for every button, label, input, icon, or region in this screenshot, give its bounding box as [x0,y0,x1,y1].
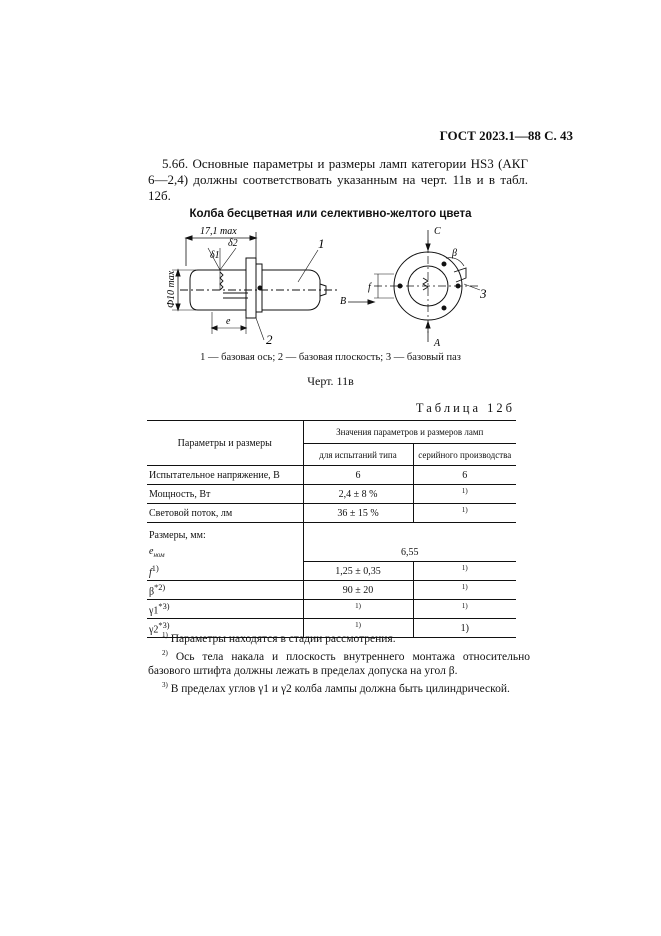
row-serial-value: 1) [413,504,516,523]
row-label: γ2$^{*3)}$ [147,619,303,638]
beta-label: β [452,248,457,259]
row-serial-value: 1) [413,485,516,504]
callout-1: 1 [318,236,325,251]
row-label: Испытательное напряжение, В [147,466,303,485]
row-serial-value: 1) [413,581,516,600]
row-type-value: 36 ± 15 % [303,504,413,523]
table-row [147,581,516,600]
table-title: Таблица 12б [415,401,515,415]
row-type-value: 1) [303,600,413,619]
footnotes [148,628,530,695]
table-row [147,523,516,544]
row-label: Мощность, Вт [147,485,303,504]
dim-17-label: 17,1 max [200,226,237,237]
row-type-value: 2,4 ± 8 % [303,485,413,504]
b-label: B [340,296,347,307]
figure-caption: 1 — базовая ось; 2 — базовая плоскость; 3 — базовый паз [200,352,461,363]
page-header: ГОСТ 2023.1—88 С. 43 [439,128,573,143]
table-row [147,600,516,619]
row-type-value: 1,25 ± 0,35 [303,562,413,581]
parameters-table [147,420,516,638]
figure-title: Колба бесцветная или селективно-желтого цвета [189,208,472,220]
dim-phi-label: Ф10 max [166,270,177,308]
table-row [147,562,516,581]
table-row [147,466,516,485]
e-label: e [226,316,231,327]
figure-number: Черт. 11в [307,374,354,388]
table-row [147,485,516,504]
callout-3: 3 [480,286,487,301]
lamp-drawing [168,222,498,350]
table-row [147,504,516,523]
row-serial-value: 6 [413,466,516,485]
c-label: C [434,226,441,237]
row-label: Световой поток, лм [147,504,303,523]
header-serial: серийного производства [413,444,516,466]
header-params: Параметры и размеры [147,421,303,466]
a-label: A [434,338,441,349]
row-type-value: 90 ± 20 [303,581,413,600]
row-type-value: 1) [303,619,413,638]
delta2-label: δ2 [228,238,238,249]
row-label: γ1$^{*3)}$ [147,600,303,619]
footnote: $^{1)}$ Параметры находятся в стадии рассмотрения. [162,631,396,645]
header-values: Значения параметров и размеров ламп [303,421,516,444]
lamp-side-view [172,232,338,340]
row-serial-value: 1) [413,619,516,638]
e-nom-label: $e_{ном}$ [147,543,303,562]
row-serial-value: 1) [413,562,516,581]
delta1-label: δ1 [210,250,220,261]
row-serial-value: 1) [413,600,516,619]
section-paragraph: 5.6б. Основные параметры и размеры ламп категории HS3 (АКГ 6—2,4) должны соответствовать указанным на черт. 11в и в табл. 12б. [148,156,528,203]
table-row [147,543,516,562]
footnote: $^{2)}$ Ось тела накала и плоскость внутреннего монтажа относительно базового штифта должны лежать в пределах допуска на угол β. [148,648,531,677]
e-nom-value: 6,55 [303,543,516,562]
f-label: f [368,282,371,293]
sizes-label: Размеры, мм: [147,523,303,544]
row-type-value: 6 [303,466,413,485]
footnote: $^{3)}$ В пределах углов γ1 и γ2 колба лампы должна быть цилиндрической. [162,680,510,695]
header-type-test: для испытаний типа [303,444,413,466]
row-label: $\beta^{*2)}$ [147,581,303,600]
row-label: $f^{1)}$ [147,562,303,581]
callout-2: 2 [266,332,273,347]
